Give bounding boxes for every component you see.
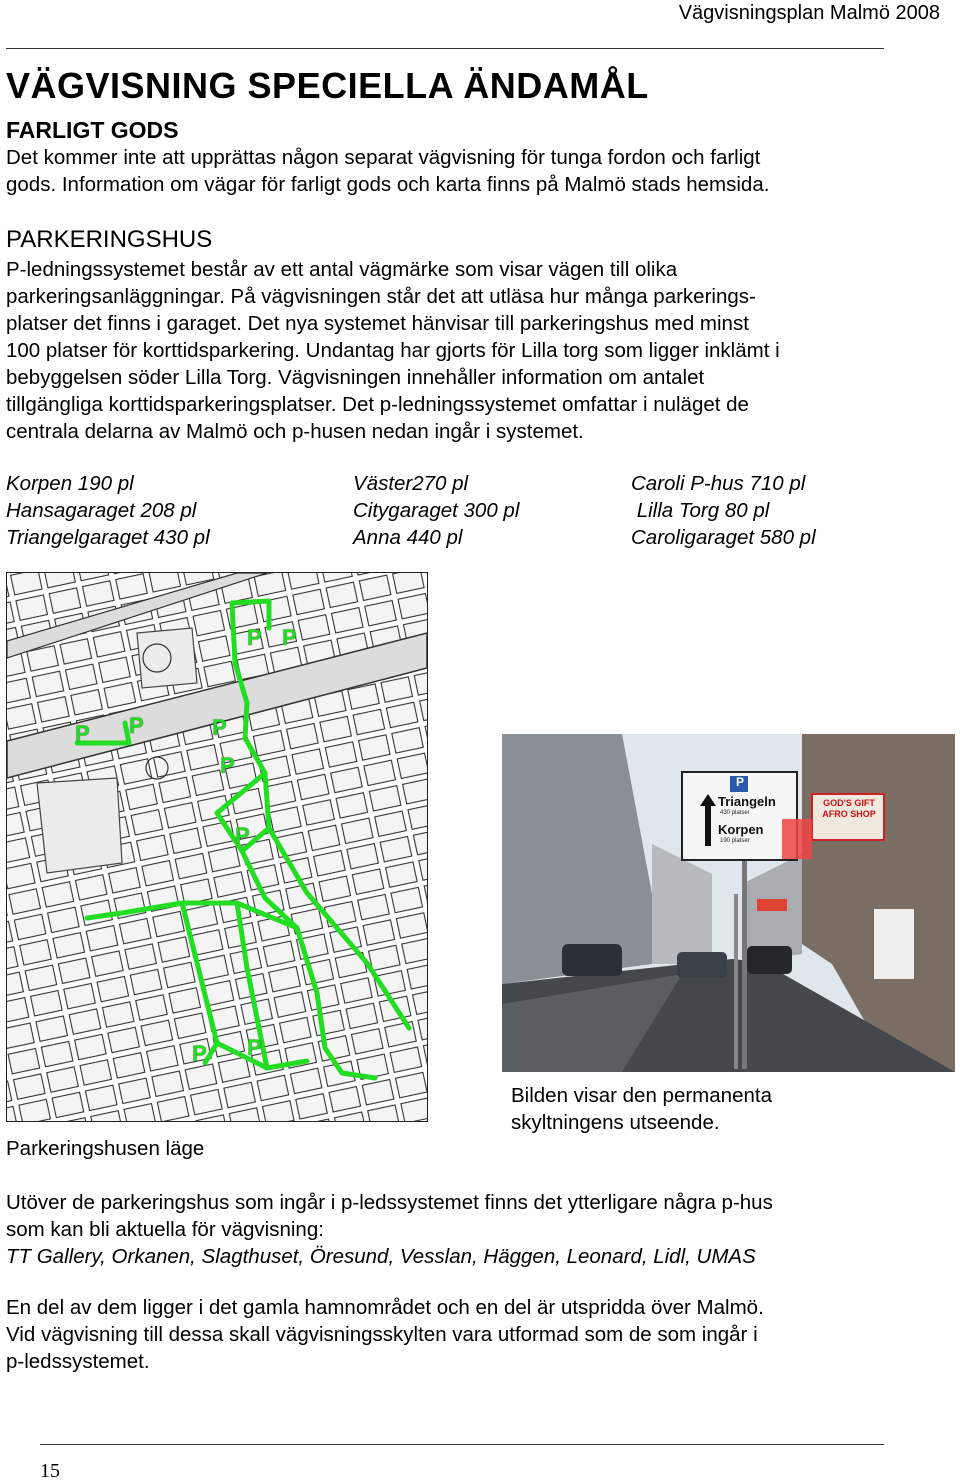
- map-caption: Parkeringshusen läge: [6, 1137, 205, 1160]
- parking-list-item: Triangelgaraget 430 pl: [6, 526, 210, 549]
- text-line: Det kommer inte att upprättas någon separat vägvisning för tunga fordon och farligt: [6, 146, 761, 169]
- photo-graphic: [502, 734, 955, 1072]
- text-line: som kan bli aktuella för vägvisning:: [6, 1218, 324, 1241]
- map-p-marker: P: [192, 1041, 207, 1066]
- parking-list-item: Caroli P-hus 710 pl: [631, 472, 806, 495]
- parking-list-item: Lilla Torg 80 pl: [631, 499, 770, 522]
- footer-rule: [40, 1444, 884, 1445]
- parking-list-column-2: [353, 470, 519, 551]
- map-p-marker: P: [220, 753, 235, 778]
- map-graphic: [7, 573, 427, 1121]
- parking-list-column-1: [6, 470, 210, 551]
- other-phus-list: TT Gallery, Orkanen, Slagthuset, Öresund, Vesslan, Häggen, Leonard, Lidl, UMAS: [6, 1245, 756, 1268]
- text-line: En del av dem ligger i det gamla hamnområdet och en del är utspridda över Malmö.: [6, 1296, 764, 1319]
- map-p-marker: P: [129, 713, 144, 738]
- map-p-marker: P: [247, 625, 262, 650]
- parking-list-item: Caroligaraget 580 pl: [631, 526, 816, 549]
- text-line: 100 platser för korttidsparkering. Undantag har gjorts för Lilla torg som ligger inklämt i: [6, 339, 780, 362]
- text-line: Utöver de parkeringshus som ingår i p-ledssystemet finns det ytterligare några p-hus: [6, 1191, 773, 1214]
- text-line: Bilden visar den permanenta: [511, 1084, 772, 1107]
- paragraph-closing: [6, 1294, 916, 1375]
- text-line: P-ledningssystemet består av ett antal vägmärke som visar vägen till olika: [6, 258, 678, 281]
- text-line: centrala delarna av Malmö och p-husen nedan ingår i systemet.: [6, 420, 584, 443]
- sign-destination-1: Triangeln: [718, 794, 776, 809]
- parking-list-item: Citygaraget 300 pl: [353, 499, 520, 522]
- parking-list-item: Anna 440 pl: [353, 526, 463, 549]
- sign-destination-1-capacity: 430 platser: [720, 810, 750, 816]
- page-number: 15: [40, 1460, 60, 1482]
- text-line: Vid vägvisning till dessa skall vägvisningsskylten vara utformad som de som ingår i: [6, 1323, 758, 1346]
- running-header: Vägvisningsplan Malmö 2008: [678, 2, 940, 24]
- map-p-marker: P: [282, 625, 297, 650]
- heading-farligt-gods: FARLIGT GODS: [6, 117, 179, 143]
- sign-destination-2: Korpen: [718, 822, 764, 837]
- paragraph-parkeringshus: [6, 256, 916, 445]
- page-title: VÄGVISNING SPECIELLA ÄNDAMÅL: [6, 65, 649, 106]
- paragraph-farligt-gods: [6, 144, 916, 198]
- parking-map: [6, 572, 428, 1122]
- header-rule: [6, 48, 884, 49]
- paragraph-other-phus: [6, 1189, 916, 1270]
- map-p-marker: P: [235, 823, 250, 848]
- sign-p-symbol: P: [735, 775, 744, 789]
- parking-list-item: Korpen 190 pl: [6, 472, 134, 495]
- text-line: tillgängliga korttidsparkeringsplatser. Det p-ledningssystemet omfattar i nuläget de: [6, 393, 749, 416]
- parking-list-column-3: [631, 470, 816, 551]
- text-line: parkeringsanläggningar. På vägvisningen står det att utläsa hur många parkerings-: [6, 285, 756, 308]
- heading-parkeringshus: PARKERINGSHUS: [6, 226, 213, 253]
- text-line: gods. Information om vägar för farligt gods och karta finns på Malmö stads hemsida.: [6, 173, 770, 196]
- text-line: platser det finns i garaget. Det nya systemet hänvisar till parkeringshus med minst: [6, 312, 749, 335]
- text-line: bebyggelsen söder Lilla Torg. Vägvisningen innehåller information om antalet: [6, 366, 705, 389]
- map-p-marker: P: [212, 715, 227, 740]
- text-line: p-ledssystemet.: [6, 1350, 150, 1373]
- photo-caption: [511, 1082, 772, 1136]
- shop-sign: GOD'S GIFT AFRO SHOP: [822, 798, 876, 819]
- text-line: skyltningens utseende.: [511, 1111, 720, 1134]
- street-photo: [502, 734, 955, 1072]
- sign-destination-2-capacity: 190 platser: [720, 838, 750, 844]
- map-p-marker: P: [75, 721, 90, 746]
- parking-list-item: Hansagaraget 208 pl: [6, 499, 197, 522]
- map-p-marker: P: [247, 1035, 262, 1060]
- parking-list-item: Väster270 pl: [353, 472, 469, 495]
